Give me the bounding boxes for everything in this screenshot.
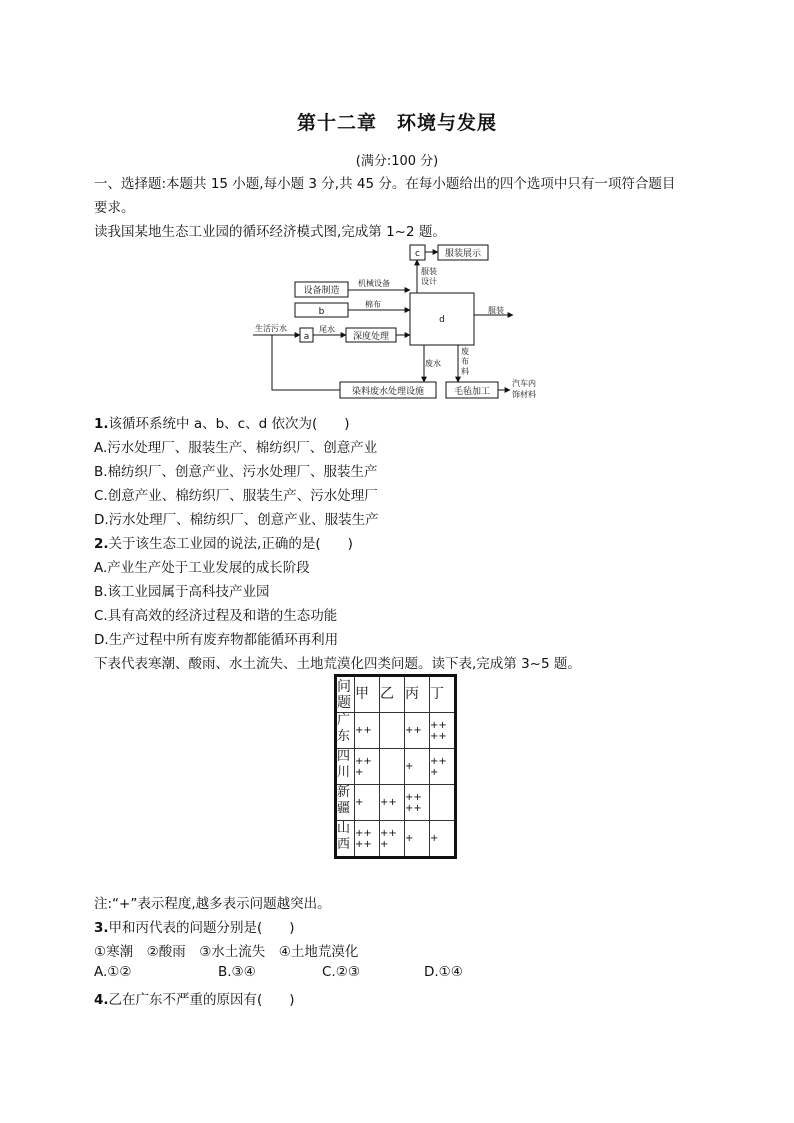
section-instruction-line1: 一、选择题:本题共 15 小题,每小题 3 分,共 45 分。在每小题给出的四个选项中只有一项符合题目 bbox=[94, 176, 676, 192]
q2-option-b: B.该工业园属于高科技产业园 bbox=[94, 584, 270, 600]
table-cell: ++++ bbox=[355, 821, 380, 858]
row-header: 四川 bbox=[336, 749, 355, 785]
q3-option-b: B.③④ bbox=[218, 964, 256, 980]
table-cell: +++ bbox=[355, 749, 380, 785]
score-note: (满分:100 分) bbox=[355, 154, 439, 169]
diagram-intro: 读我国某地生态工业园的循环经济模式图,完成第 1~2 题。 bbox=[94, 224, 446, 240]
q2-option-c: C.具有高效的经济过程及和谐的生态功能 bbox=[94, 608, 338, 624]
table-cell: ++++ bbox=[430, 713, 456, 749]
label-dye-facility: 染料废水处理设施 bbox=[351, 387, 425, 397]
label-waste-material-1: 废 bbox=[461, 347, 469, 356]
table-header-cell: 问题 bbox=[336, 676, 355, 713]
label-felt-processing: 毛毡加工 bbox=[453, 387, 491, 397]
question-1 bbox=[94, 412, 349, 432]
table-header-cell: 丁 bbox=[430, 676, 456, 713]
row-header: 新疆 bbox=[336, 785, 355, 821]
q2-option-a: A.产业生产处于工业发展的成长阶段 bbox=[94, 560, 310, 576]
table-cell: +++ bbox=[380, 821, 405, 858]
table-note: 注:“+”表示程度,越多表示问题越突出。 bbox=[94, 896, 331, 912]
label-car-interior-1: 汽车内 bbox=[512, 379, 536, 388]
table-cell: + bbox=[355, 785, 380, 821]
label-machinery: 机械设备 bbox=[358, 279, 390, 288]
question-number: 2. bbox=[94, 536, 109, 552]
q1-option-c: C.创意产业、棉纺织厂、服装生产、污水处理厂 bbox=[94, 488, 378, 504]
question-stem: 该循环系统中 a、b、c、d 依次为( ) bbox=[108, 416, 350, 432]
question-stem: 乙在广东不严重的原因有( ) bbox=[108, 992, 295, 1008]
table-cell: +++ bbox=[430, 749, 456, 785]
question-stem: 甲和丙代表的问题分别是( ) bbox=[108, 920, 295, 936]
circular-economy-diagram bbox=[248, 240, 558, 405]
label-deep-treatment: 深度处理 bbox=[352, 332, 390, 342]
label-equipment-manufacturing: 设备制造 bbox=[303, 286, 340, 296]
q1-option-d: D.污水处理厂、棉纺织厂、创意产业、服装生产 bbox=[94, 512, 379, 528]
label-c: c bbox=[415, 249, 420, 259]
label-waste-material-3: 料 bbox=[461, 367, 469, 376]
table-row bbox=[336, 749, 456, 785]
table-header-cell: 丙 bbox=[405, 676, 430, 713]
label-tail-water: 尾水 bbox=[319, 325, 335, 334]
problem-table bbox=[334, 674, 457, 859]
q1-option-a: A.污水处理厂、服装生产、棉纺织厂、创意产业 bbox=[94, 440, 378, 456]
table-cell: ++++ bbox=[405, 785, 430, 821]
table-intro: 下表代表寒潮、酸雨、水土流失、土地荒漠化四类问题。读下表,完成第 3~5 题。 bbox=[94, 656, 581, 672]
q3-option-a: A.①② bbox=[94, 964, 132, 980]
table-cell bbox=[380, 713, 405, 749]
label-d: d bbox=[439, 315, 445, 325]
label-clothing: 服装 bbox=[488, 306, 504, 315]
page-title: 第十二章 环境与发展 bbox=[296, 112, 497, 134]
question-number: 1. bbox=[94, 416, 109, 432]
table-cell: ++ bbox=[380, 785, 405, 821]
section-instruction-line2: 要求。 bbox=[94, 200, 135, 216]
row-header: 广东 bbox=[336, 713, 355, 749]
label-a: a bbox=[303, 332, 310, 342]
question-3 bbox=[94, 916, 295, 936]
table-cell bbox=[430, 785, 456, 821]
row-header: 山西 bbox=[336, 821, 355, 858]
table-cell: ++ bbox=[405, 713, 430, 749]
question-2 bbox=[94, 532, 353, 552]
question-number: 3. bbox=[94, 920, 109, 936]
q3-choices: ①寒潮 ②酸雨 ③水土流失 ④土地荒漠化 bbox=[94, 944, 359, 960]
table-header-row bbox=[336, 676, 456, 713]
table-cell: + bbox=[405, 821, 430, 858]
label-b: b bbox=[318, 307, 325, 317]
label-fashion-design-1: 服装 bbox=[421, 267, 437, 276]
table-row bbox=[336, 785, 456, 821]
label-waste-water: 废水 bbox=[425, 359, 441, 368]
table-header-cell: 乙 bbox=[380, 676, 405, 713]
table-row bbox=[336, 821, 456, 858]
table-cell: + bbox=[430, 821, 456, 858]
label-car-interior-2: 饰材料 bbox=[512, 390, 536, 399]
label-cotton-cloth: 棉布 bbox=[365, 300, 381, 309]
question-stem: 关于该生态工业园的说法,正确的是( ) bbox=[108, 536, 353, 552]
label-waste-material-2: 布 bbox=[461, 357, 469, 366]
question-4 bbox=[94, 988, 295, 1008]
q2-option-d: D.生产过程中所有废弃物都能循环再利用 bbox=[94, 632, 339, 648]
q3-option-d: D.①④ bbox=[424, 964, 463, 980]
q1-option-b: B.棉纺织厂、创意产业、污水处理厂、服装生产 bbox=[94, 464, 378, 480]
label-fashion-show: 服装展示 bbox=[444, 249, 482, 259]
table-cell: + bbox=[405, 749, 430, 785]
question-number: 4. bbox=[94, 992, 109, 1008]
label-fashion-design-2: 设计 bbox=[421, 277, 437, 286]
table-header-cell: 甲 bbox=[355, 676, 380, 713]
label-domestic-sewage: 生活污水 bbox=[255, 324, 287, 333]
table-row bbox=[336, 713, 456, 749]
table-cell: ++ bbox=[355, 713, 380, 749]
table-cell bbox=[380, 749, 405, 785]
q3-option-c: C.②③ bbox=[322, 964, 360, 980]
